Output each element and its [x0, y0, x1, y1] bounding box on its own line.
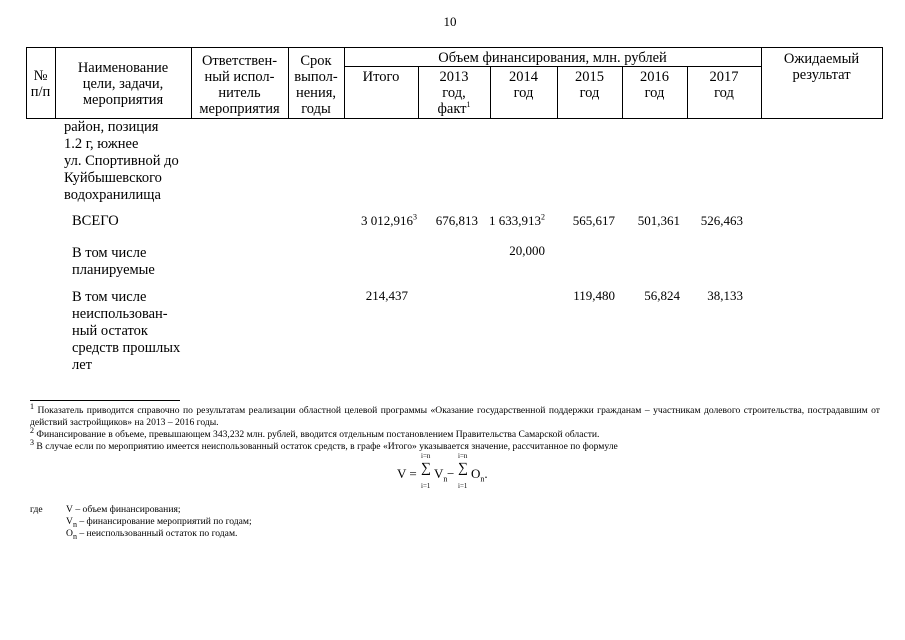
header-2017: 2017 год — [709, 69, 739, 101]
row-unused-label: В том числе неиспользован- ный остаток средств прошлых лет — [72, 289, 181, 373]
header-responsible: Ответствен- ный испол- нитель мероприятия — [199, 53, 280, 117]
sum-sign-icon: ∑ — [458, 461, 468, 476]
sum-lower-limit: i=1 — [421, 482, 431, 490]
where-line: V – объем финансирования; — [66, 504, 181, 515]
sum-upper-limit: i=n — [458, 452, 468, 460]
header-2013: 2013 год, факт$^1$ — [437, 69, 471, 117]
footnote-1: $^1$ Показатель приводится справочно по результатам реализации областной целевой программы «Оказание государственной поддержки гражданам – участникам долевого строительства, пострадавшим от действий застройщиков» на 2013 – 2016 годы. — [30, 401, 880, 428]
table-header — [26, 47, 883, 119]
formula: V = i=n ∑ i=1 $V_n$ − i=n ∑ i=1 $O_n$. — [397, 452, 488, 490]
sum-lower-limit: i=1 — [458, 482, 468, 490]
header-term: Срок выпол- нения, годы — [294, 53, 338, 117]
row-unused-2015: 119,480 — [573, 288, 615, 303]
sum-sign-icon: ∑ — [421, 461, 431, 476]
footnote-ref: 2 — [541, 212, 545, 222]
row-planned-2014: 20,000 — [509, 243, 545, 258]
row-total-label: ВСЕГО — [72, 213, 119, 229]
sum-upper-limit: i=n — [421, 452, 431, 460]
header-2014: 2014 год — [509, 69, 538, 101]
footnote-ref: 3 — [413, 212, 417, 222]
row-total-2015: 565,617 — [572, 213, 615, 228]
footnote-2: $^2$ Финансирование в объеме, превышающем 343,232 млн. рублей, вводится отдельным постановлением Правительства Самарской области. — [30, 425, 600, 440]
row-total-itogo: 3 012,916$^3$ — [361, 212, 417, 228]
where-line: $O_n$ – неиспользованный остаток по годам. — [66, 528, 238, 541]
row-total-2017: 526,463 — [700, 213, 743, 228]
col-border — [882, 48, 883, 118]
row-total-2016: 501,361 — [637, 213, 680, 228]
row-total-2014: 1 633,913$^2$ — [489, 212, 545, 228]
row-planned-label: В том числе планируемые — [72, 245, 155, 278]
header-funding-title: Объем финансирования, млн. рублей — [438, 50, 667, 66]
header-name: Наименование цели, задачи, мероприятия — [77, 60, 169, 108]
funding-subheader-rule — [344, 66, 761, 67]
header-2015: 2015 год — [575, 69, 604, 101]
header-result: Ожидаемый результат — [783, 51, 860, 83]
header-total: Итого — [362, 69, 400, 85]
header-2016: 2016 год — [640, 69, 669, 101]
footnote-3: $^3$ В случае если по мероприятию имеется неиспользованный остаток средств, в графе «Итого» указывается значение, рассчитанное по формуле — [30, 437, 618, 452]
row-unused-itogo: 214,437 — [365, 288, 408, 303]
footnote-ref: 1 — [466, 100, 471, 110]
row-unused-2017: 38,133 — [707, 288, 743, 303]
where-line: $V_n$ – финансирование мероприятий по годам; — [66, 516, 252, 529]
footnote-separator — [30, 400, 180, 401]
row-unused-2016: 56,824 — [644, 288, 680, 303]
header-num: № п/п — [30, 68, 51, 100]
page-number: 10 — [443, 14, 457, 29]
where-word: где — [30, 504, 43, 515]
row-total-2013: 676,813 — [435, 213, 478, 228]
continuation-text: район, позиция 1.2 г, южнее ул. Спортивной до Куйбышевского водохранилища — [64, 119, 179, 203]
